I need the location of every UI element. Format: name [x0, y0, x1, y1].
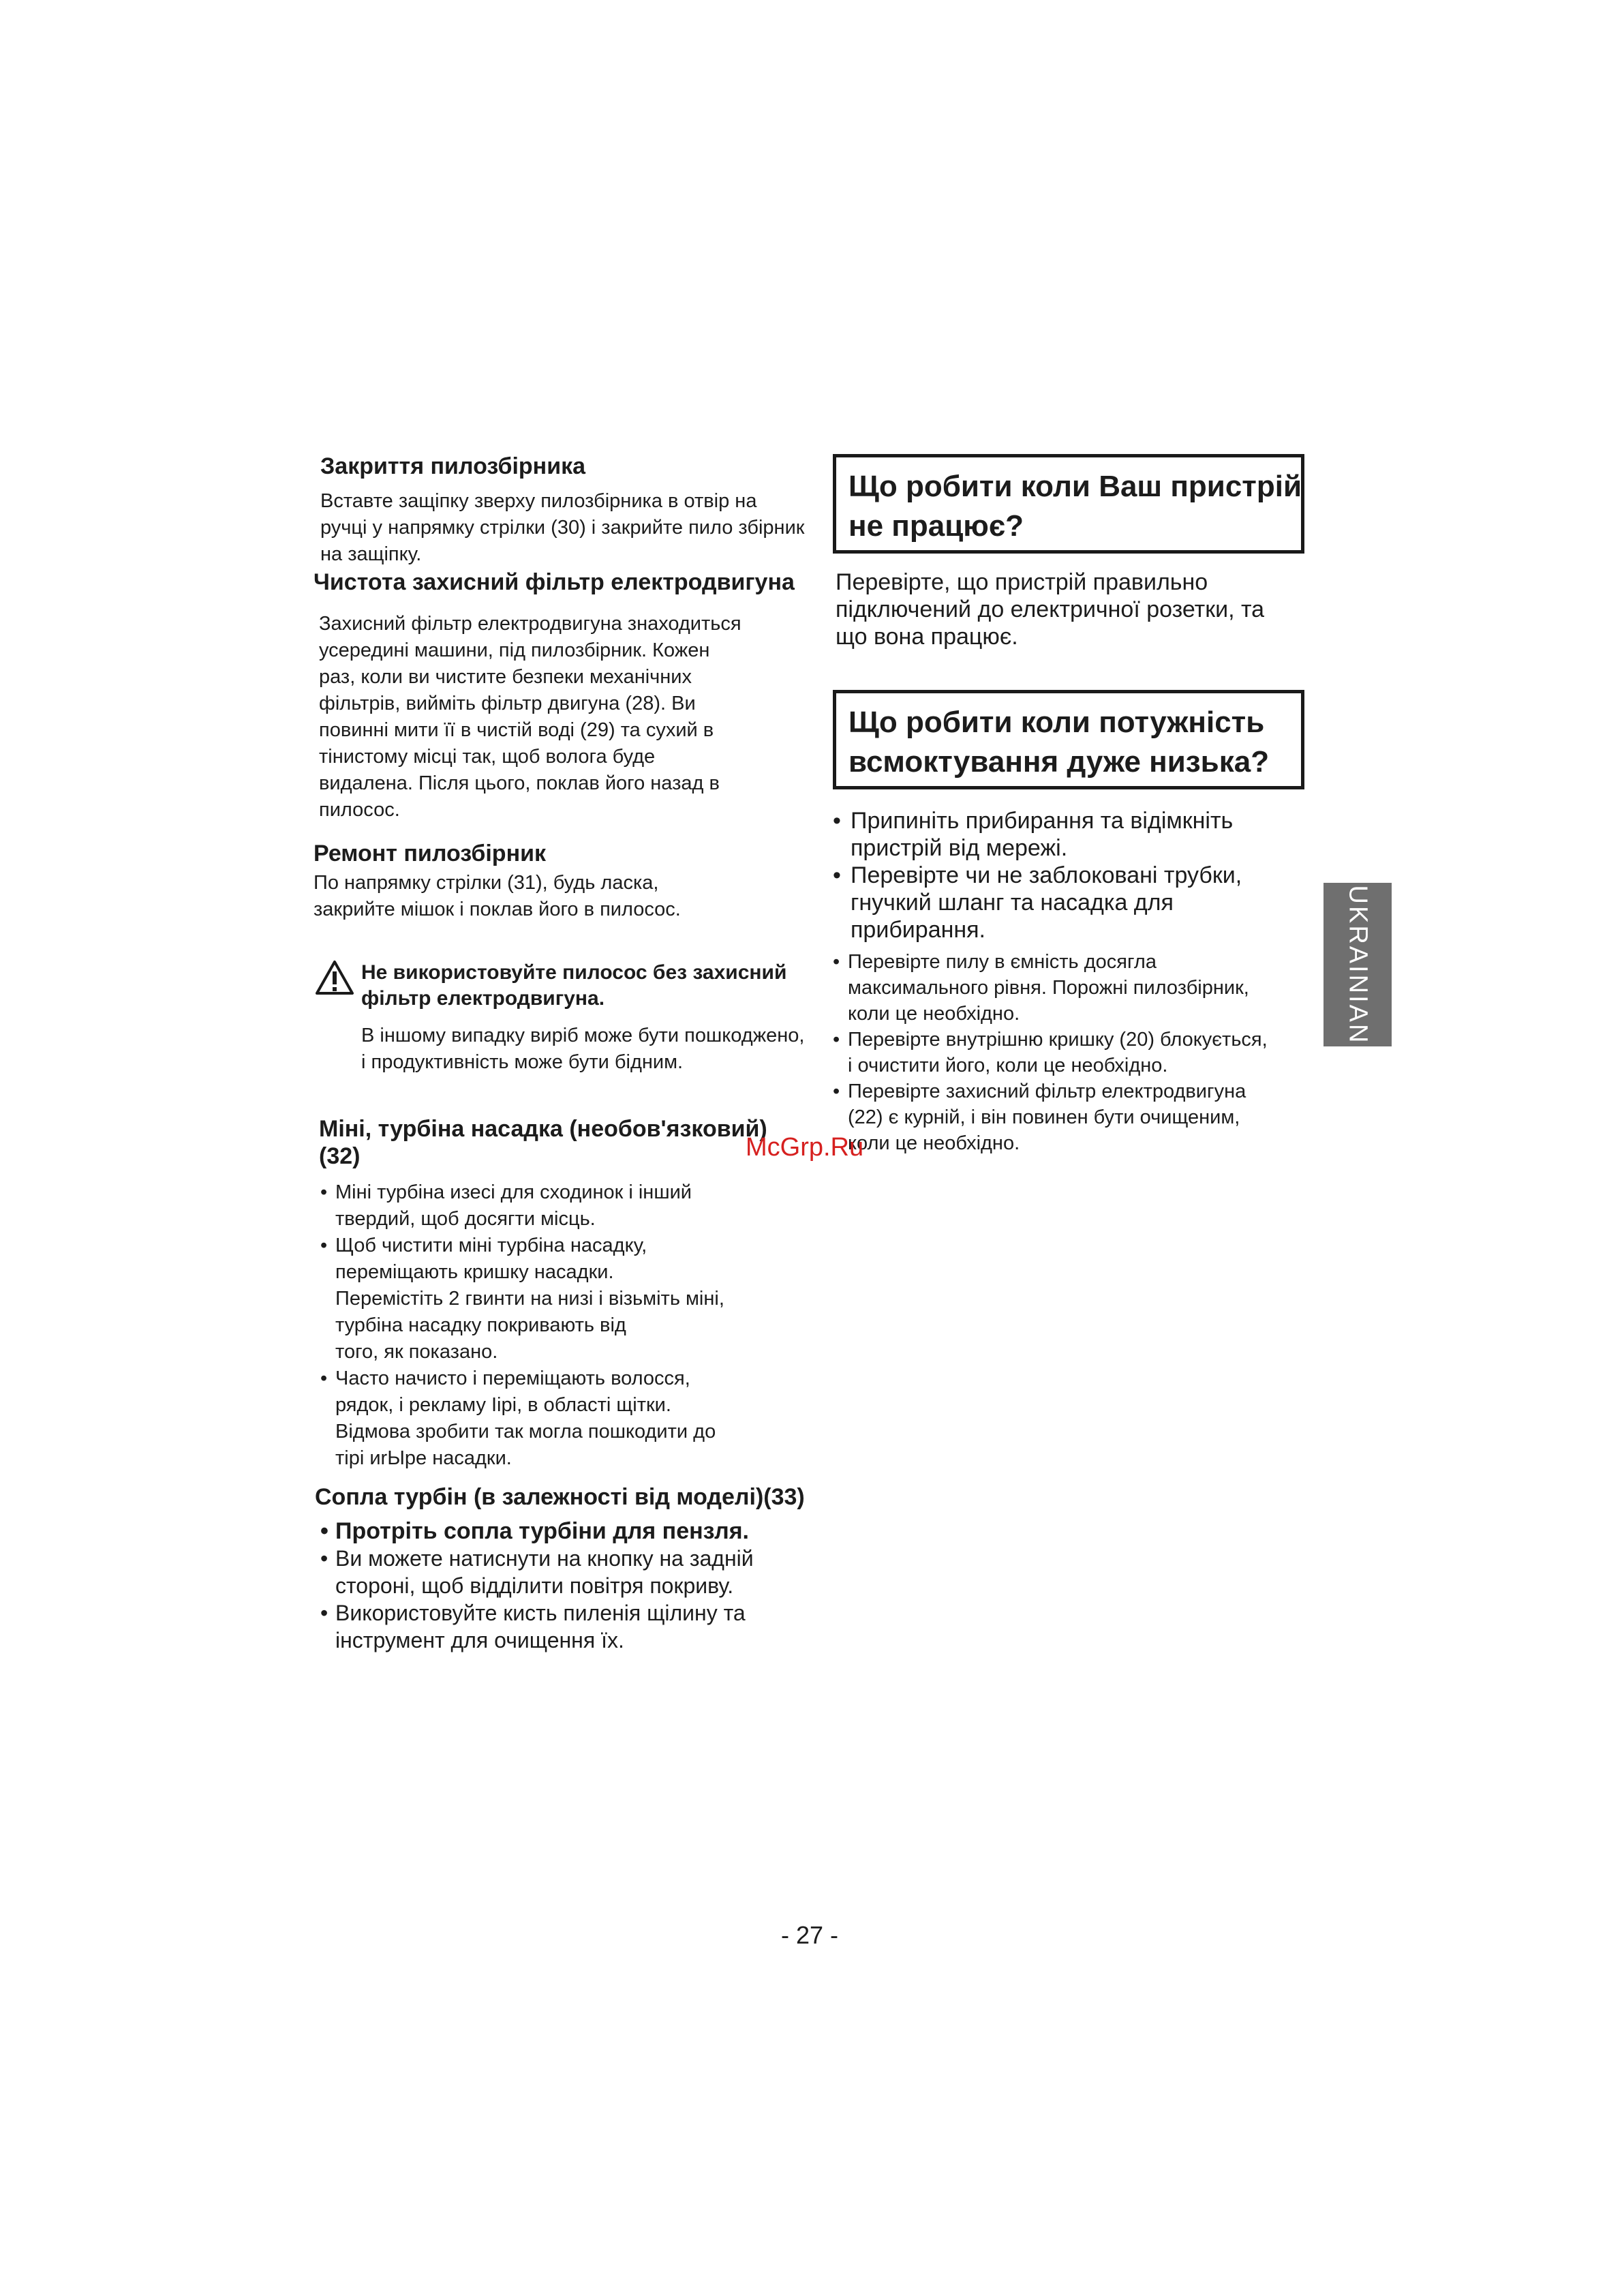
warning-title: Не використовуйте пилосос без захисний фільтр електродвигуна. [361, 961, 787, 1010]
suction-bullets-small [833, 949, 1268, 1156]
closing-text: Вставте защіпку зверху пилозбірника в отвір на ручці у напрямку стрілки (30) і закрийте пило збірник на защіпку. [320, 490, 805, 565]
repair-title: Ремонт пилозбірник [313, 841, 547, 866]
list-item: • Ви можете натиснути на кнопку на задній стороні, щоб відділити повітря покриву. [320, 1545, 754, 1599]
list-item: • Часто начисто і переміщають волосся, рядок, і рекламу Іірі, в області щітки. Відмова зробити так могла пошкодити до тірі иrЫре насадки. [320, 1365, 724, 1472]
list-item: • Перевірте чи не заблоковані трубки, гнучкий шланг та насадка для прибирання. [833, 862, 1242, 943]
language-tab-label: UKRAINIAN [1343, 885, 1373, 1044]
list-item: • Міні турбіна изесі для сходинок і інший твердий, щоб досягти місць. [320, 1179, 724, 1233]
check-text: Перевірте, що пристрій правильно підключений до електричної розетки, та що вона працює. [836, 569, 1265, 650]
list-item: • Перевірте внутрішню кришку (20) блокується, і очистити його, коли це необхідно. [833, 1027, 1268, 1078]
list-item: • Щоб чистити міні турбіна насадку, переміщають кришку насадки. Перемістіть 2 гвинти на низі і візьміть міні, турбіна насадку покривають від того, як показано. [320, 1233, 724, 1365]
list-item: • Протріть сопла турбіни для пензля. [320, 1517, 754, 1545]
language-tab [1323, 883, 1392, 1046]
not-working-box: Що робити коли Ваш пристрій не працює? [833, 454, 1304, 554]
closing-title: Закриття пилозбірника [320, 453, 586, 479]
turbo-title: Міні, турбіна насадка (необов'язковий) (32) [319, 1116, 767, 1169]
repair-text: По напрямку стрілки (31), будь ласка, закрийте мішок і поклав його в пилосос. [313, 872, 681, 920]
list-item: • Використовуйте кисть пиленія щілину та інструмент для очищення їх. [320, 1599, 754, 1654]
turbo-bullets [320, 1179, 724, 1472]
page-number: - 27 - [781, 1921, 839, 1949]
nozzles-bullets [320, 1517, 754, 1654]
watermark: McGrp.Ru [746, 1133, 864, 1162]
warning-text: В іншому випадку виріб може бути пошкоджено, і продуктивність може бути бідним. [361, 1025, 805, 1073]
list-item: • Перевірте пилу в ємність досягла максимального рівня. Порожні пилозбірник, коли це необхідно. [833, 949, 1268, 1027]
suction-bullets-large [833, 807, 1242, 943]
filter-title: Чистота захисний фільтр електродвигуна [313, 569, 795, 595]
filter-text: Захисний фільтр електродвигуна знаходиться усередині машини, під пилозбірник. Кожен раз, коли ви чистите безпеки механічних фільтрів, вийміть фільтр двигуна (28). Ви повинні мити її в чистій воді (29) та сухий в тінистому місці так, щоб волога буде видалена. Після цього, поклав його назад в пилосос. [319, 613, 741, 821]
nozzles-title: Сопла турбін (в залежності від моделі)(33) [315, 1484, 805, 1510]
warning-icon [315, 960, 354, 995]
list-item: • Припиніть прибирання та відімкніть пристрій від мережі. [833, 807, 1242, 862]
low-suction-box: Що робити коли потужність всмоктування дуже низька? [833, 690, 1304, 789]
list-item: • Перевірте захисний фільтр електродвигуна (22) є курній, і він повинен бути очищеним, коли це необхідно. [833, 1078, 1268, 1156]
